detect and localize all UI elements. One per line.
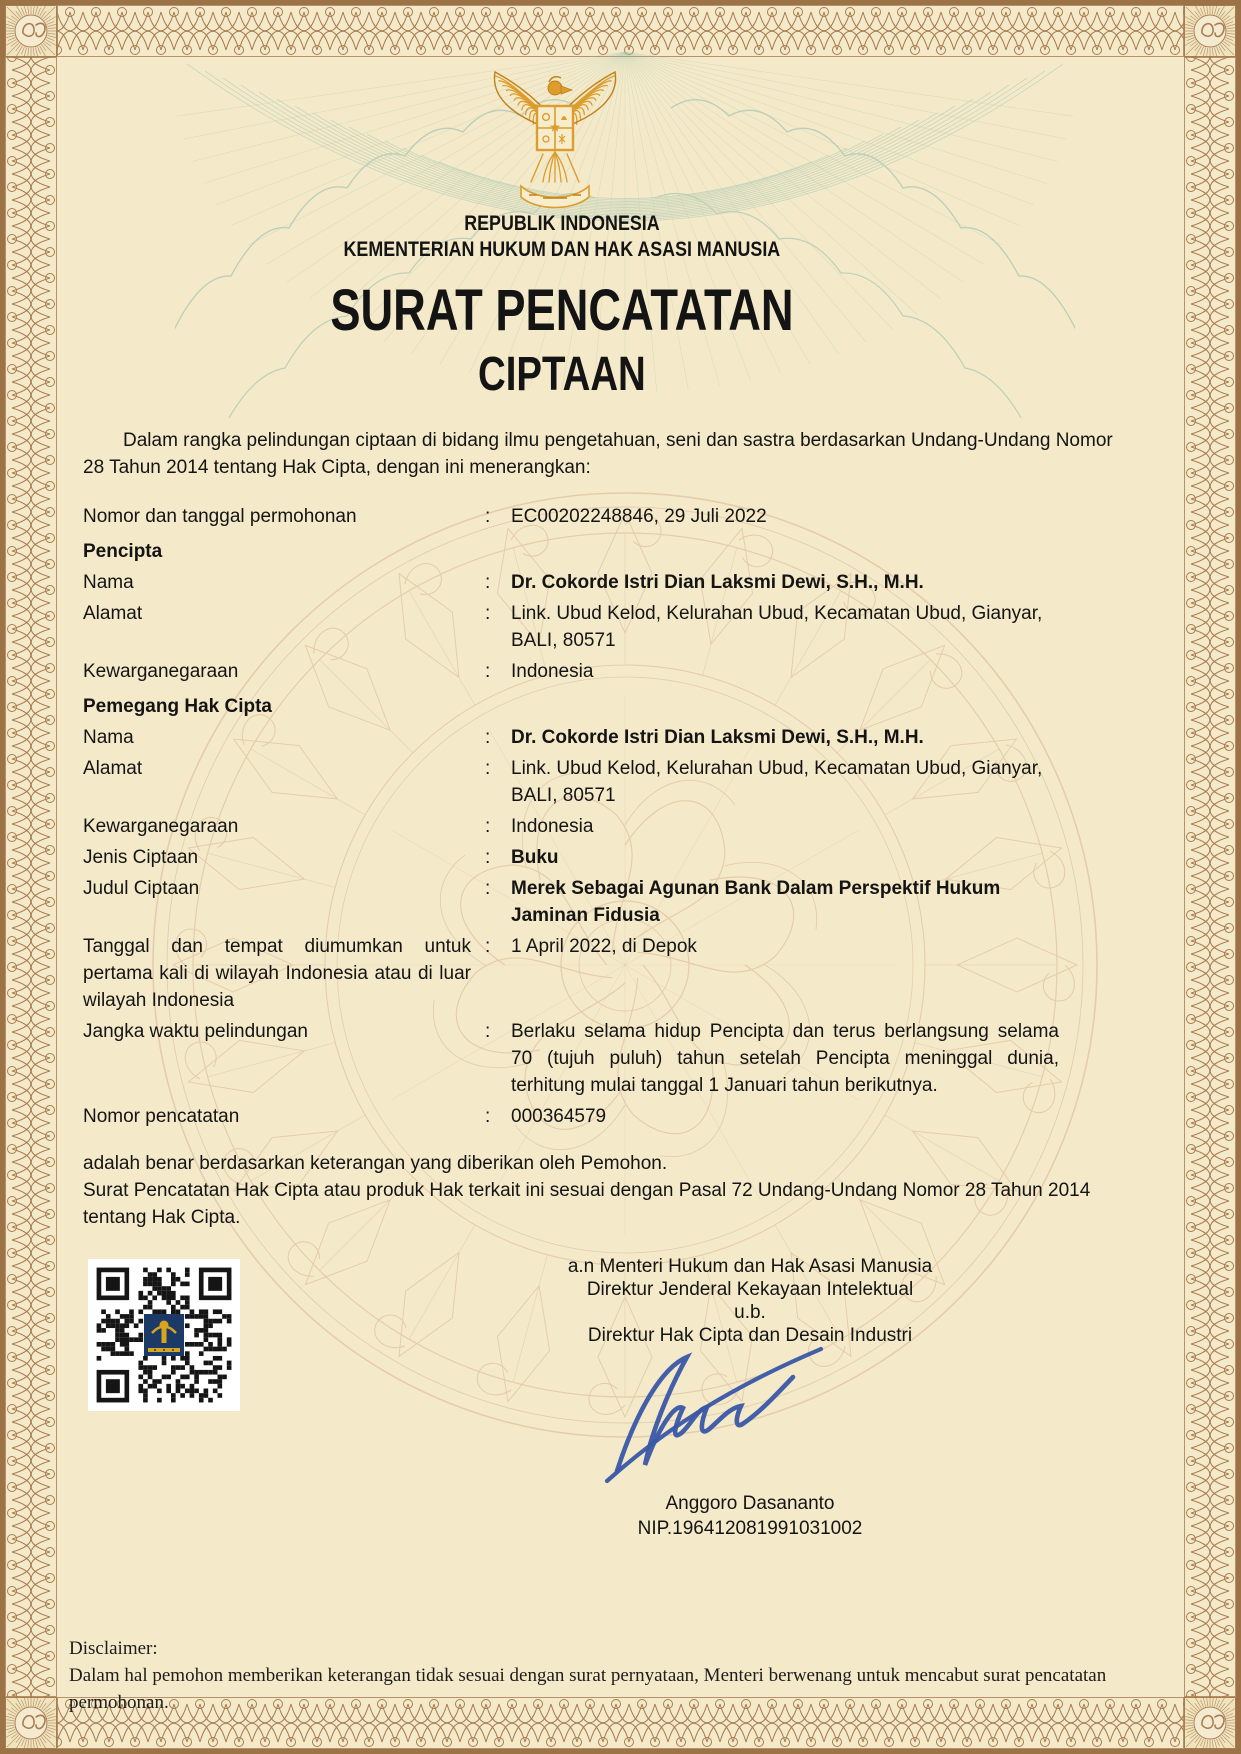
closing-line-1: adalah benar berdasarkan keterangan yang diberikan oleh Pemohon. xyxy=(83,1153,668,1174)
field-label: Jenis Ciptaan xyxy=(83,847,199,868)
field-value: Link. Ubud Kelod, Kelurahan Ubud, Kecamatan Ubud, Gianyar, BALI, 80571 xyxy=(511,758,1043,806)
field-label: Nomor dan tanggal permohonan xyxy=(83,506,357,527)
field-value: Dr. Cokorde Istri Dian Laksmi Dewi, S.H., M.H. xyxy=(511,572,924,593)
handwritten-signature xyxy=(603,1341,853,1489)
field-row-application-number xyxy=(83,503,1168,530)
field-row-work-type xyxy=(83,844,1168,871)
field-value: Merek Sebagai Agunan Bank Dalam Perspektif Hukum Jaminan Fidusia xyxy=(511,878,1001,926)
intro-paragraph: Dalam rangka pelindungan ciptaan di bidang ilmu pengetahuan, seni dan sastra berdasarkan Undang-Undang Nomor 28 Tahun 2014 tentang Hak Cipta, dengan ini menerangkan: xyxy=(83,430,1113,478)
document-subtitle: CIPTAAN xyxy=(478,348,646,401)
ministry-title: KEMENTERIAN HUKUM DAN HAK ASASI MANUSIA xyxy=(343,238,781,261)
ub-line: u.b. xyxy=(734,1302,766,1323)
field-row-registration-number xyxy=(83,1103,1168,1130)
closing-paragraph xyxy=(83,1150,1168,1231)
field-value: Indonesia xyxy=(511,816,594,837)
field-value: Indonesia xyxy=(511,661,594,682)
field-row-creator-name xyxy=(83,569,1168,596)
on-behalf-line: a.n Menteri Hukum dan Hak Asasi Manusia xyxy=(567,1256,933,1277)
field-value: Dr. Cokorde Istri Dian Laksmi Dewi, S.H., M.H. xyxy=(511,727,924,748)
guilloche-corner-medallion xyxy=(5,1697,57,1749)
colon: : xyxy=(485,878,491,899)
signing-titles xyxy=(435,1255,1065,1347)
field-value: Buku xyxy=(511,847,559,868)
field-label: Alamat xyxy=(83,603,143,624)
field-row-work-title xyxy=(83,875,1168,929)
field-label: Kewarganegaraan xyxy=(83,661,239,682)
field-value: Berlaku selama hidup Pencipta dan terus berlangsung selama 70 (tujuh puluh) tahun setelah Pencipta meninggal dunia, terhitung mulai tanggal 1 Januari tahun berikutnya. xyxy=(511,1021,1059,1096)
field-label: Alamat xyxy=(83,758,143,779)
colon: : xyxy=(485,847,491,868)
field-table xyxy=(83,503,1168,1130)
colon: : xyxy=(485,661,491,682)
closing-line-2: Surat Pencatatan Hak Cipta atau produk Hak terkait ini sesuai dengan Pasal 72 Undang-Undang Nomor 28 Tahun 2014 tentang Hak Cipta. xyxy=(83,1180,1091,1228)
field-row-holder-address xyxy=(83,755,1168,809)
signer-name: Anggoro Dasananto xyxy=(665,1493,835,1514)
disclaimer xyxy=(69,1635,1199,1716)
country-title: REPUBLIK INDONESIA xyxy=(464,212,660,235)
director-general-line: Direktur Jenderal Kekayaan Intelektual xyxy=(586,1279,914,1300)
field-label: Kewarganegaraan xyxy=(83,816,239,837)
colon: : xyxy=(485,1021,491,1042)
field-value: 1 April 2022, di Depok xyxy=(511,936,697,957)
field-row-protection-period xyxy=(83,1018,1168,1099)
field-label: Nama xyxy=(83,727,134,748)
colon: : xyxy=(485,603,491,624)
certificate-content xyxy=(5,5,1241,1231)
colon: : xyxy=(485,816,491,837)
colon: : xyxy=(485,572,491,593)
field-label: Jangka waktu pelindungan xyxy=(83,1021,309,1042)
document-title: SURAT PENCATATAN xyxy=(330,278,794,343)
colon: : xyxy=(485,758,491,779)
colon: : xyxy=(485,727,491,748)
signer-identity xyxy=(435,1491,1065,1541)
field-label: Nama xyxy=(83,572,134,593)
section-heading-creator: Pencipta xyxy=(83,541,163,562)
section-heading-rights-holder: Pemegang Hak Cipta xyxy=(83,696,272,717)
field-value: Link. Ubud Kelod, Kelurahan Ubud, Kecamatan Ubud, Gianyar, BALI, 80571 xyxy=(511,603,1043,651)
field-row-creator-address xyxy=(83,600,1168,654)
qr-code xyxy=(88,1259,240,1416)
disclaimer-title: Disclaimer: xyxy=(69,1638,158,1659)
field-label: Nomor pencatatan xyxy=(83,1106,240,1127)
director-line: Direktur Hak Cipta dan Desain Industri xyxy=(587,1325,913,1346)
colon: : xyxy=(485,506,491,527)
field-row-holder-nationality xyxy=(83,813,1168,840)
signer-nip: NIP.196412081991031002 xyxy=(637,1518,863,1539)
field-value: 000364579 xyxy=(511,1106,607,1127)
field-row-first-publication xyxy=(83,933,1168,1014)
colon: : xyxy=(485,936,491,957)
field-label: Tanggal dan tempat diumumkan untuk pertama kali di wilayah Indonesia atau di luar wilayah Indonesia xyxy=(83,936,471,1011)
field-row-holder-name xyxy=(83,724,1168,751)
field-value: EC00202248846, 29 Juli 2022 xyxy=(511,506,767,527)
field-row-creator-nationality xyxy=(83,658,1168,685)
field-label: Judul Ciptaan xyxy=(83,878,200,899)
colon: : xyxy=(485,1106,491,1127)
disclaimer-body: Dalam hal pemohon memberikan keterangan tidak sesuai dengan surat pernyataan, Menteri berwenang untuk mencabut surat pencatatan permohonan. xyxy=(69,1665,1107,1713)
